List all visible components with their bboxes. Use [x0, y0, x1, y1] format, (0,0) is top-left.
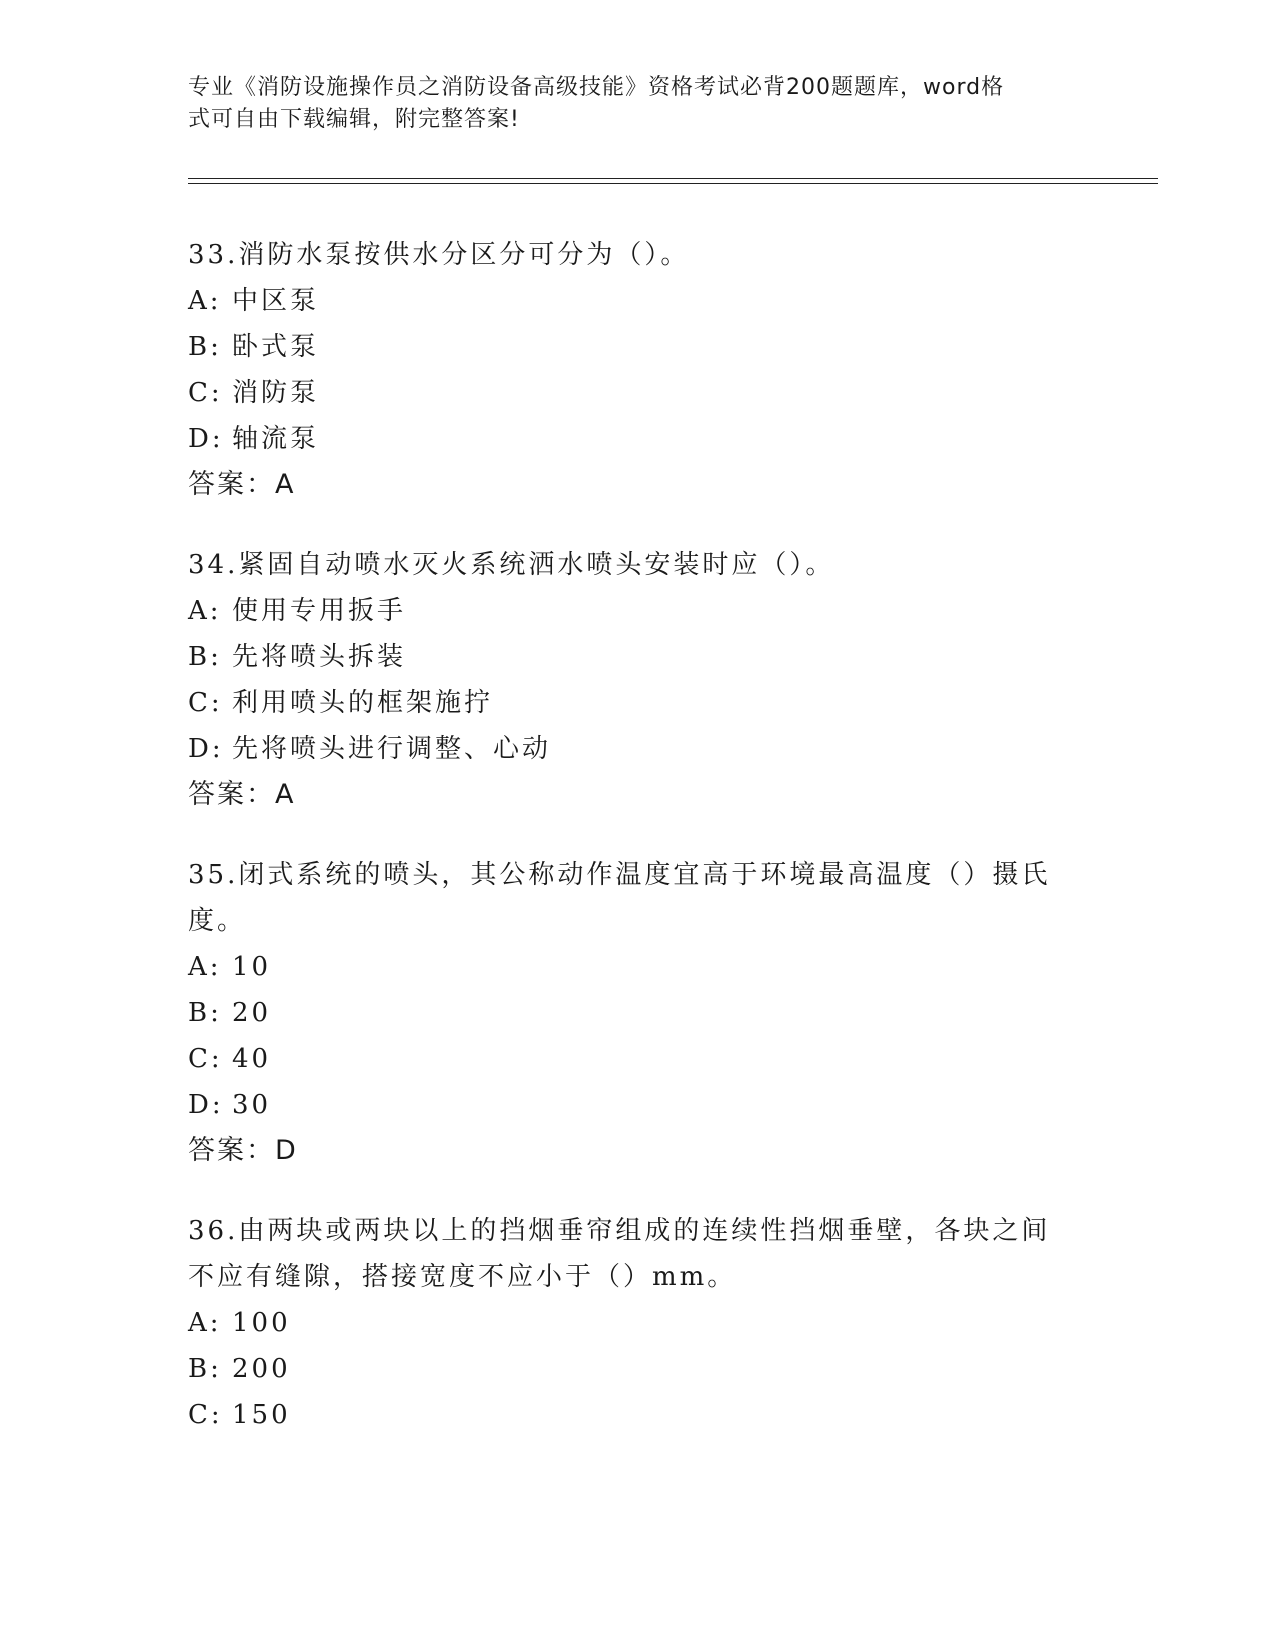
question-stem: 33.消防水泵按供水分区分可分为（）。 [188, 240, 690, 270]
option-b [188, 990, 1078, 1036]
question-stem: 34.紧固自动喷水灭火系统洒水喷头安装时应（）。 [188, 550, 835, 580]
option-letter: B: [188, 642, 222, 672]
option-text: 先将喷头进行调整、心动 [232, 734, 552, 764]
option-c [188, 1036, 1078, 1082]
option-letter: D: [188, 734, 224, 764]
option-c [188, 370, 1078, 416]
question-list [188, 232, 1078, 1472]
option-b [188, 324, 1078, 370]
option-d [188, 1082, 1078, 1128]
question-stem: 36.由两块或两块以上的挡烟垂帘组成的连续性挡烟垂壁，各块之间不应有缝隙，搭接宽度不应小于（）mm。 [188, 1216, 1051, 1292]
document-intro [188, 72, 1078, 136]
option-letter: D: [188, 424, 224, 454]
option-letter: B: [188, 998, 222, 1028]
option-text: 使用专用扳手 [232, 596, 407, 626]
option-text: 中区泵 [232, 286, 320, 316]
option-letter: B: [188, 332, 222, 362]
option-letter: A: [188, 952, 222, 982]
header-divider-top [188, 178, 1158, 179]
answer-line: 答案：D [188, 1135, 298, 1166]
option-d [188, 416, 1078, 462]
option-text: 先将喷头拆装 [232, 642, 407, 672]
intro-line-2: 式可自由下载编辑，附完整答案! [188, 107, 520, 132]
answer-line: 答案：A [188, 469, 296, 500]
header-divider-bottom [188, 183, 1158, 184]
option-d [188, 726, 1078, 772]
option-c [188, 1392, 1078, 1438]
option-letter: C: [188, 688, 223, 718]
question-item [188, 1208, 1078, 1438]
question-item [188, 852, 1078, 1174]
option-letter: C: [188, 1044, 223, 1074]
question-item [188, 232, 1078, 508]
question-stem: 35.闭式系统的喷头，其公称动作温度宜高于环境最高温度（）摄氏度。 [188, 860, 1051, 936]
option-letter: D: [188, 1090, 224, 1120]
question-item [188, 542, 1078, 818]
option-letter: A: [188, 286, 222, 316]
option-text: 轴流泵 [232, 424, 320, 454]
option-c [188, 680, 1078, 726]
option-text: 消防泵 [232, 378, 320, 408]
intro-line-1: 专业《消防设施操作员之消防设备高级技能》资格考试必背200题题库，word格 [188, 75, 1005, 100]
option-text: 100 [232, 1308, 291, 1338]
option-a [188, 1300, 1078, 1346]
option-a [188, 588, 1078, 634]
option-b [188, 634, 1078, 680]
option-text: 30 [232, 1090, 272, 1120]
option-letter: B: [188, 1354, 222, 1384]
option-text: 20 [232, 998, 272, 1028]
option-text: 150 [232, 1400, 291, 1430]
option-text: 利用喷头的框架施拧 [232, 688, 494, 718]
option-letter: A: [188, 1308, 222, 1338]
option-a [188, 278, 1078, 324]
answer-line: 答案：A [188, 779, 296, 810]
option-a [188, 944, 1078, 990]
option-text: 10 [232, 952, 272, 982]
option-text: 200 [232, 1354, 291, 1384]
option-letter: C: [188, 378, 223, 408]
option-letter: C: [188, 1400, 223, 1430]
option-letter: A: [188, 596, 222, 626]
option-text: 40 [232, 1044, 272, 1074]
option-text: 卧式泵 [232, 332, 320, 362]
option-b [188, 1346, 1078, 1392]
